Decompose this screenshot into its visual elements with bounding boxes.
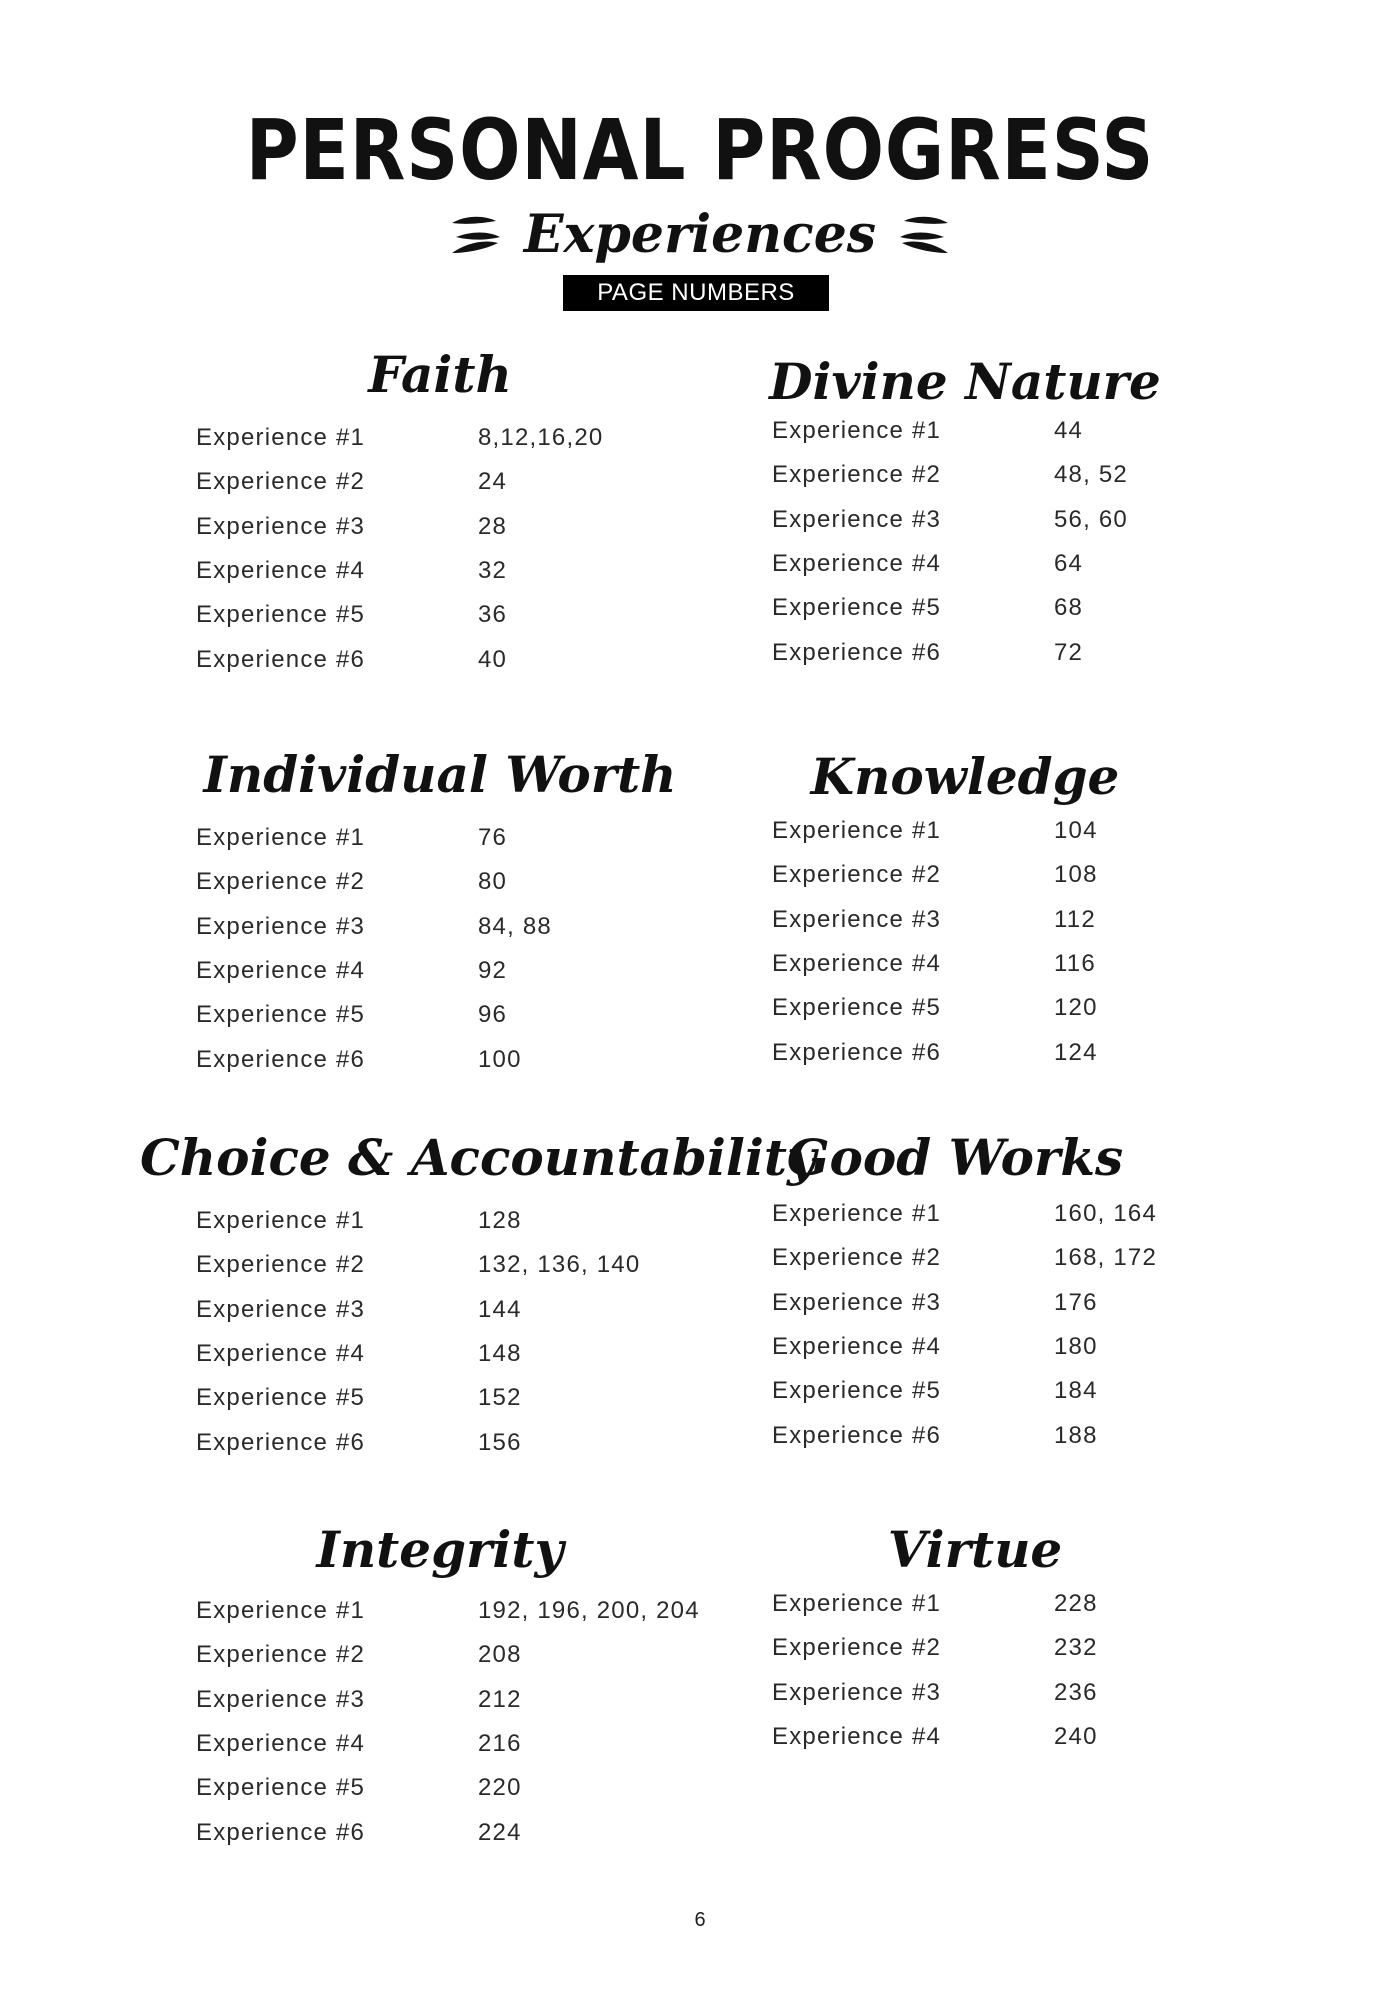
experience-row: [772, 1590, 1292, 1624]
experience-label: Experience #2: [196, 868, 366, 895]
experience-label: Experience #2: [772, 1244, 942, 1271]
experience-label: Experience #4: [196, 557, 366, 584]
experience-row: [772, 461, 1292, 495]
experience-row: [772, 906, 1292, 940]
experience-pages: 64: [1054, 550, 1084, 577]
experience-label: Experience #2: [772, 461, 942, 488]
experience-label: Experience #3: [772, 506, 942, 533]
experience-label: Experience #5: [196, 601, 366, 628]
page-title: PERSONAL PROGRESS: [245, 101, 1155, 199]
experience-label: Experience #1: [196, 1207, 366, 1234]
experience-pages: 100: [478, 1046, 522, 1073]
experience-row: [772, 1289, 1292, 1323]
experience-row: [772, 1634, 1292, 1668]
section-title: Faith: [368, 345, 512, 404]
experience-pages: 120: [1054, 994, 1098, 1021]
experience-pages: 176: [1054, 1289, 1098, 1316]
page-number: 6: [694, 1909, 706, 1931]
experience-label: Experience #5: [196, 1774, 366, 1801]
experience-pages: 232: [1054, 1634, 1098, 1661]
experience-label: Experience #5: [772, 1377, 942, 1404]
experience-pages: 68: [1054, 594, 1084, 621]
experience-label: Experience #1: [196, 424, 366, 451]
experience-row: [772, 1039, 1292, 1073]
experience-label: Experience #4: [196, 957, 366, 984]
page-subtitle: Experiences: [523, 204, 877, 265]
experience-row: [196, 424, 716, 458]
experience-pages: 144: [478, 1296, 522, 1323]
experience-row: [772, 1679, 1292, 1713]
experience-row: [196, 1730, 716, 1764]
experience-row: [196, 1641, 716, 1675]
experience-row: [196, 1046, 716, 1080]
experience-label: Experience #6: [772, 639, 942, 666]
left-swoosh-icon: [446, 211, 506, 259]
experience-row: [772, 639, 1292, 673]
experience-pages: 80: [478, 868, 508, 895]
experience-row: [196, 1340, 716, 1374]
experience-row: [772, 1422, 1292, 1456]
experience-row: [772, 994, 1292, 1028]
experience-row: [196, 1384, 716, 1418]
experience-row: [772, 1377, 1292, 1411]
experience-label: Experience #6: [196, 1819, 366, 1846]
experience-pages: 40: [478, 646, 508, 673]
experience-pages: 96: [478, 1001, 508, 1028]
experience-pages: 236: [1054, 1679, 1098, 1706]
experience-row: [196, 601, 716, 635]
experience-pages: 112: [1054, 906, 1096, 933]
experience-pages: 188: [1054, 1422, 1098, 1449]
experience-label: Experience #2: [196, 1641, 366, 1668]
experience-label: Experience #1: [196, 1597, 366, 1624]
experience-label: Experience #4: [772, 550, 942, 577]
experience-label: Experience #3: [772, 1289, 942, 1316]
experience-label: Experience #1: [772, 417, 942, 444]
experience-row: [196, 1251, 716, 1285]
experience-label: Experience #5: [772, 594, 942, 621]
experience-label: Experience #6: [196, 1046, 366, 1073]
experience-row: [772, 594, 1292, 628]
experience-pages: 228: [1054, 1590, 1098, 1617]
experience-pages: 224: [478, 1819, 522, 1846]
page-numbers-badge: PAGE NUMBERS: [563, 275, 829, 311]
experience-label: Experience #6: [772, 1039, 942, 1066]
experience-row: [196, 646, 716, 680]
experience-row: [196, 1686, 716, 1720]
experience-pages: 72: [1054, 639, 1084, 666]
experience-label: Experience #6: [196, 646, 366, 673]
experience-pages: 84, 88: [478, 913, 552, 940]
experience-label: Experience #4: [772, 1723, 942, 1750]
experience-pages: 36: [478, 601, 508, 628]
experience-label: Experience #2: [772, 861, 942, 888]
experience-pages: 160, 164: [1054, 1200, 1158, 1227]
right-swoosh-icon: [894, 211, 954, 259]
experience-pages: 168, 172: [1054, 1244, 1158, 1271]
experience-pages: 132, 136, 140: [478, 1251, 641, 1278]
experience-row: [196, 1597, 716, 1631]
experience-label: Experience #5: [772, 994, 942, 1021]
experience-row: [772, 861, 1292, 895]
experience-label: Experience #2: [196, 1251, 366, 1278]
experience-label: Experience #2: [772, 1634, 942, 1661]
experience-row: [196, 957, 716, 991]
experience-row: [196, 557, 716, 591]
experience-label: Experience #5: [196, 1384, 366, 1411]
experience-pages: 116: [1054, 950, 1096, 977]
experience-row: [196, 1207, 716, 1241]
experience-pages: 192, 196, 200, 204: [478, 1597, 700, 1624]
section-title: Virtue: [887, 1520, 1063, 1579]
experience-pages: 44: [1054, 417, 1084, 444]
experience-pages: 8,12,16,20: [478, 424, 604, 451]
section-title: Good Works: [786, 1128, 1124, 1187]
experience-row: [196, 868, 716, 902]
experience-pages: 32: [478, 557, 508, 584]
experience-row: [196, 1819, 716, 1853]
experience-row: [196, 1001, 716, 1035]
experience-pages: 184: [1054, 1377, 1098, 1404]
experience-row: [772, 417, 1292, 451]
experience-pages: 180: [1054, 1333, 1098, 1360]
experience-pages: 104: [1054, 817, 1098, 844]
experience-label: Experience #1: [772, 1200, 942, 1227]
experience-pages: 208: [478, 1641, 522, 1668]
experience-row: [196, 1296, 716, 1330]
experience-label: Experience #3: [196, 1296, 366, 1323]
experience-pages: 216: [478, 1730, 522, 1757]
experience-pages: 108: [1054, 861, 1098, 888]
experience-label: Experience #3: [196, 513, 366, 540]
experience-row: [772, 1333, 1292, 1367]
experience-label: Experience #3: [196, 913, 366, 940]
experience-pages: 24: [478, 468, 508, 495]
experience-label: Experience #4: [772, 1333, 942, 1360]
subtitle-row: [0, 200, 1400, 270]
experience-label: Experience #3: [772, 1679, 942, 1706]
experience-row: [772, 1723, 1292, 1757]
experience-label: Experience #1: [196, 824, 366, 851]
experience-row: [772, 817, 1292, 851]
experience-pages: 48, 52: [1054, 461, 1128, 488]
experience-pages: 28: [478, 513, 508, 540]
experience-label: Experience #4: [196, 1730, 366, 1757]
experience-row: [196, 824, 716, 858]
experience-label: Experience #6: [772, 1422, 942, 1449]
experience-label: Experience #1: [772, 1590, 942, 1617]
experience-pages: 152: [478, 1384, 522, 1411]
experience-pages: 76: [478, 824, 508, 851]
experience-row: [196, 913, 716, 947]
experience-label: Experience #4: [196, 1340, 366, 1367]
experience-label: Experience #5: [196, 1001, 366, 1028]
experience-row: [772, 550, 1292, 584]
experience-pages: 212: [478, 1686, 522, 1713]
experience-row: [196, 1429, 716, 1463]
experience-pages: 156: [478, 1429, 522, 1456]
section-title: Knowledge: [810, 747, 1120, 806]
experience-row: [772, 1244, 1292, 1278]
experience-pages: 124: [1054, 1039, 1098, 1066]
experience-label: Experience #3: [196, 1686, 366, 1713]
section-title: Divine Nature: [769, 352, 1161, 411]
experience-pages: 148: [478, 1340, 522, 1367]
experience-row: [772, 1200, 1292, 1234]
experience-label: Experience #4: [772, 950, 942, 977]
experience-pages: 240: [1054, 1723, 1098, 1750]
section-title: Integrity: [316, 1520, 564, 1579]
experience-label: Experience #6: [196, 1429, 366, 1456]
section-title: Individual Worth: [203, 745, 677, 804]
experience-pages: 220: [478, 1774, 522, 1801]
experience-row: [196, 468, 716, 502]
experience-row: [772, 950, 1292, 984]
experience-label: Experience #1: [772, 817, 942, 844]
experience-label: Experience #2: [196, 468, 366, 495]
experience-pages: 128: [478, 1207, 522, 1234]
experience-row: [196, 1774, 716, 1808]
experience-row: [196, 513, 716, 547]
section-title: Choice & Accountability: [140, 1128, 817, 1187]
experience-pages: 92: [478, 957, 508, 984]
experience-label: Experience #3: [772, 906, 942, 933]
experience-pages: 56, 60: [1054, 506, 1128, 533]
experience-row: [772, 506, 1292, 540]
